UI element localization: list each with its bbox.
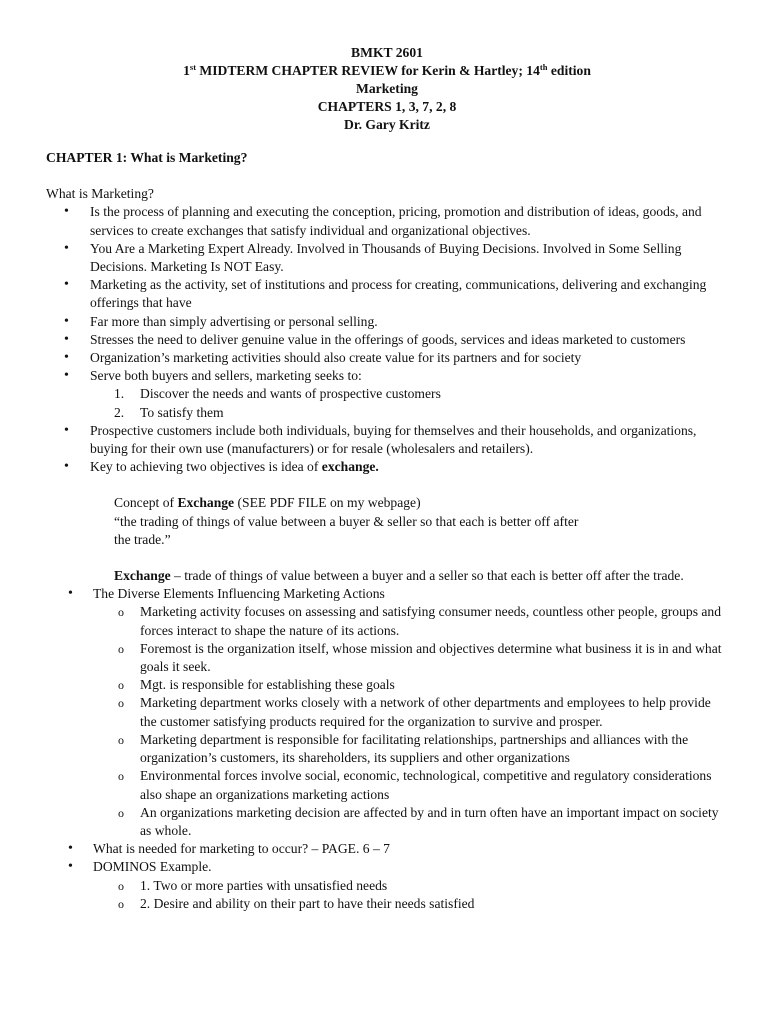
course-code: BMKT 2601 (351, 45, 423, 60)
list-item: • Prospective customers include both individuals, buying for themselves and their households, and organizations, buying for their own use (manufacturers) or for resale (wholesalers and retailers). (46, 422, 728, 458)
list-item: • Far more than simply advertising or personal selling. (46, 313, 728, 331)
list-item: • Is the process of planning and executing the conception, pricing, promotion and distribution of ideas, goods, and services to create exchanges that satisfy individual and organizational objectives. (46, 203, 728, 239)
sub-list-item: o Marketing activity focuses on assessing and satisfying consumer needs, countless other people, groups and forces interact to shape the nature of its actions. (46, 603, 728, 639)
sub-list-item: o Marketing department works closely with a network of other departments and employees to help provide the customer satisfying products required for the organization to survive and prosper. (46, 694, 728, 730)
review-title: 1st MIDTERM CHAPTER REVIEW for Kerin & Hartley; 14th edition (183, 62, 591, 78)
document-header (46, 44, 728, 134)
concept-of-exchange (46, 494, 728, 549)
section-bullet: • DOMINOS Example. (46, 858, 728, 876)
list-item: • Stresses the need to deliver genuine value in the offerings of goods, services and ideas marketed to customers (46, 331, 728, 349)
author-line: Dr. Gary Kritz (344, 117, 430, 132)
sub-list-item: o Marketing department is responsible for facilitating relationships, partnerships and alliances with the organization’s customers, its shareholders, its suppliers and other organizations (46, 731, 728, 767)
definition-list-continued (46, 422, 728, 477)
requirements-section (46, 840, 728, 876)
section-bullet: • The Diverse Elements Influencing Marketing Actions (46, 585, 728, 603)
sub-list-item: o Mgt. is responsible for establishing these goals (46, 676, 728, 694)
concept-quote-line1: “the trading of things of value between a buyer & seller so that each is better off after (114, 513, 579, 529)
list-item: • Organization’s marketing activities should also create value for its partners and for society (46, 349, 728, 367)
numbered-item: 1. Discover the needs and wants of prospective customers (114, 386, 441, 402)
sub-list-item: o 1. Two or more parties with unsatisfied needs (46, 877, 728, 895)
list-item: • Serve both buyers and sellers, marketing seeks to: (46, 367, 728, 385)
list-item: • Marketing as the activity, set of institutions and process for creating, communications, delivering and exchanging offerings that have (46, 276, 728, 312)
numbered-list (46, 385, 728, 421)
diverse-elements-section (46, 585, 728, 603)
diverse-elements-list (46, 603, 728, 840)
subject-title: Marketing (356, 81, 418, 96)
concept-line: Concept of Exchange (SEE PDF FILE on my webpage) (114, 495, 421, 511)
sub-list-item: o 2. Desire and ability on their part to have their needs satisfied (46, 895, 728, 913)
definition-list (46, 203, 728, 385)
section-bullet: • What is needed for marketing to occur? – PAGE. 6 – 7 (46, 840, 728, 858)
chapter-heading: CHAPTER 1: What is Marketing? (46, 150, 248, 165)
numbered-item: 2. To satisfy them (114, 404, 224, 420)
list-item: • Key to achieving two objectives is idea of exchange. (46, 458, 728, 476)
exchange-definition: Exchange – trade of things of value between a buyer and a seller so that each is better off after the trade. (114, 568, 684, 584)
concept-quote-line2: the trade.” (114, 531, 171, 547)
intro-question: What is Marketing? (46, 186, 154, 202)
sub-list-item: o An organizations marketing decision are affected by and in turn often have an important impact on society as whole. (46, 804, 728, 840)
sub-list-item: o Environmental forces involve social, economic, technological, competitive and regulatory considerations also shape an organizations marketing actions (46, 767, 728, 803)
dominos-list (46, 877, 728, 913)
list-item: • You Are a Marketing Expert Already. Involved in Thousands of Buying Decisions. Involved in Some Selling Decisions. Marketing Is NOT Easy. (46, 240, 728, 276)
chapters-line: CHAPTERS 1, 3, 7, 2, 8 (317, 99, 457, 114)
sub-list-item: o Foremost is the organization itself, whose mission and objectives determine what business it is in and what goals it seek. (46, 640, 728, 676)
